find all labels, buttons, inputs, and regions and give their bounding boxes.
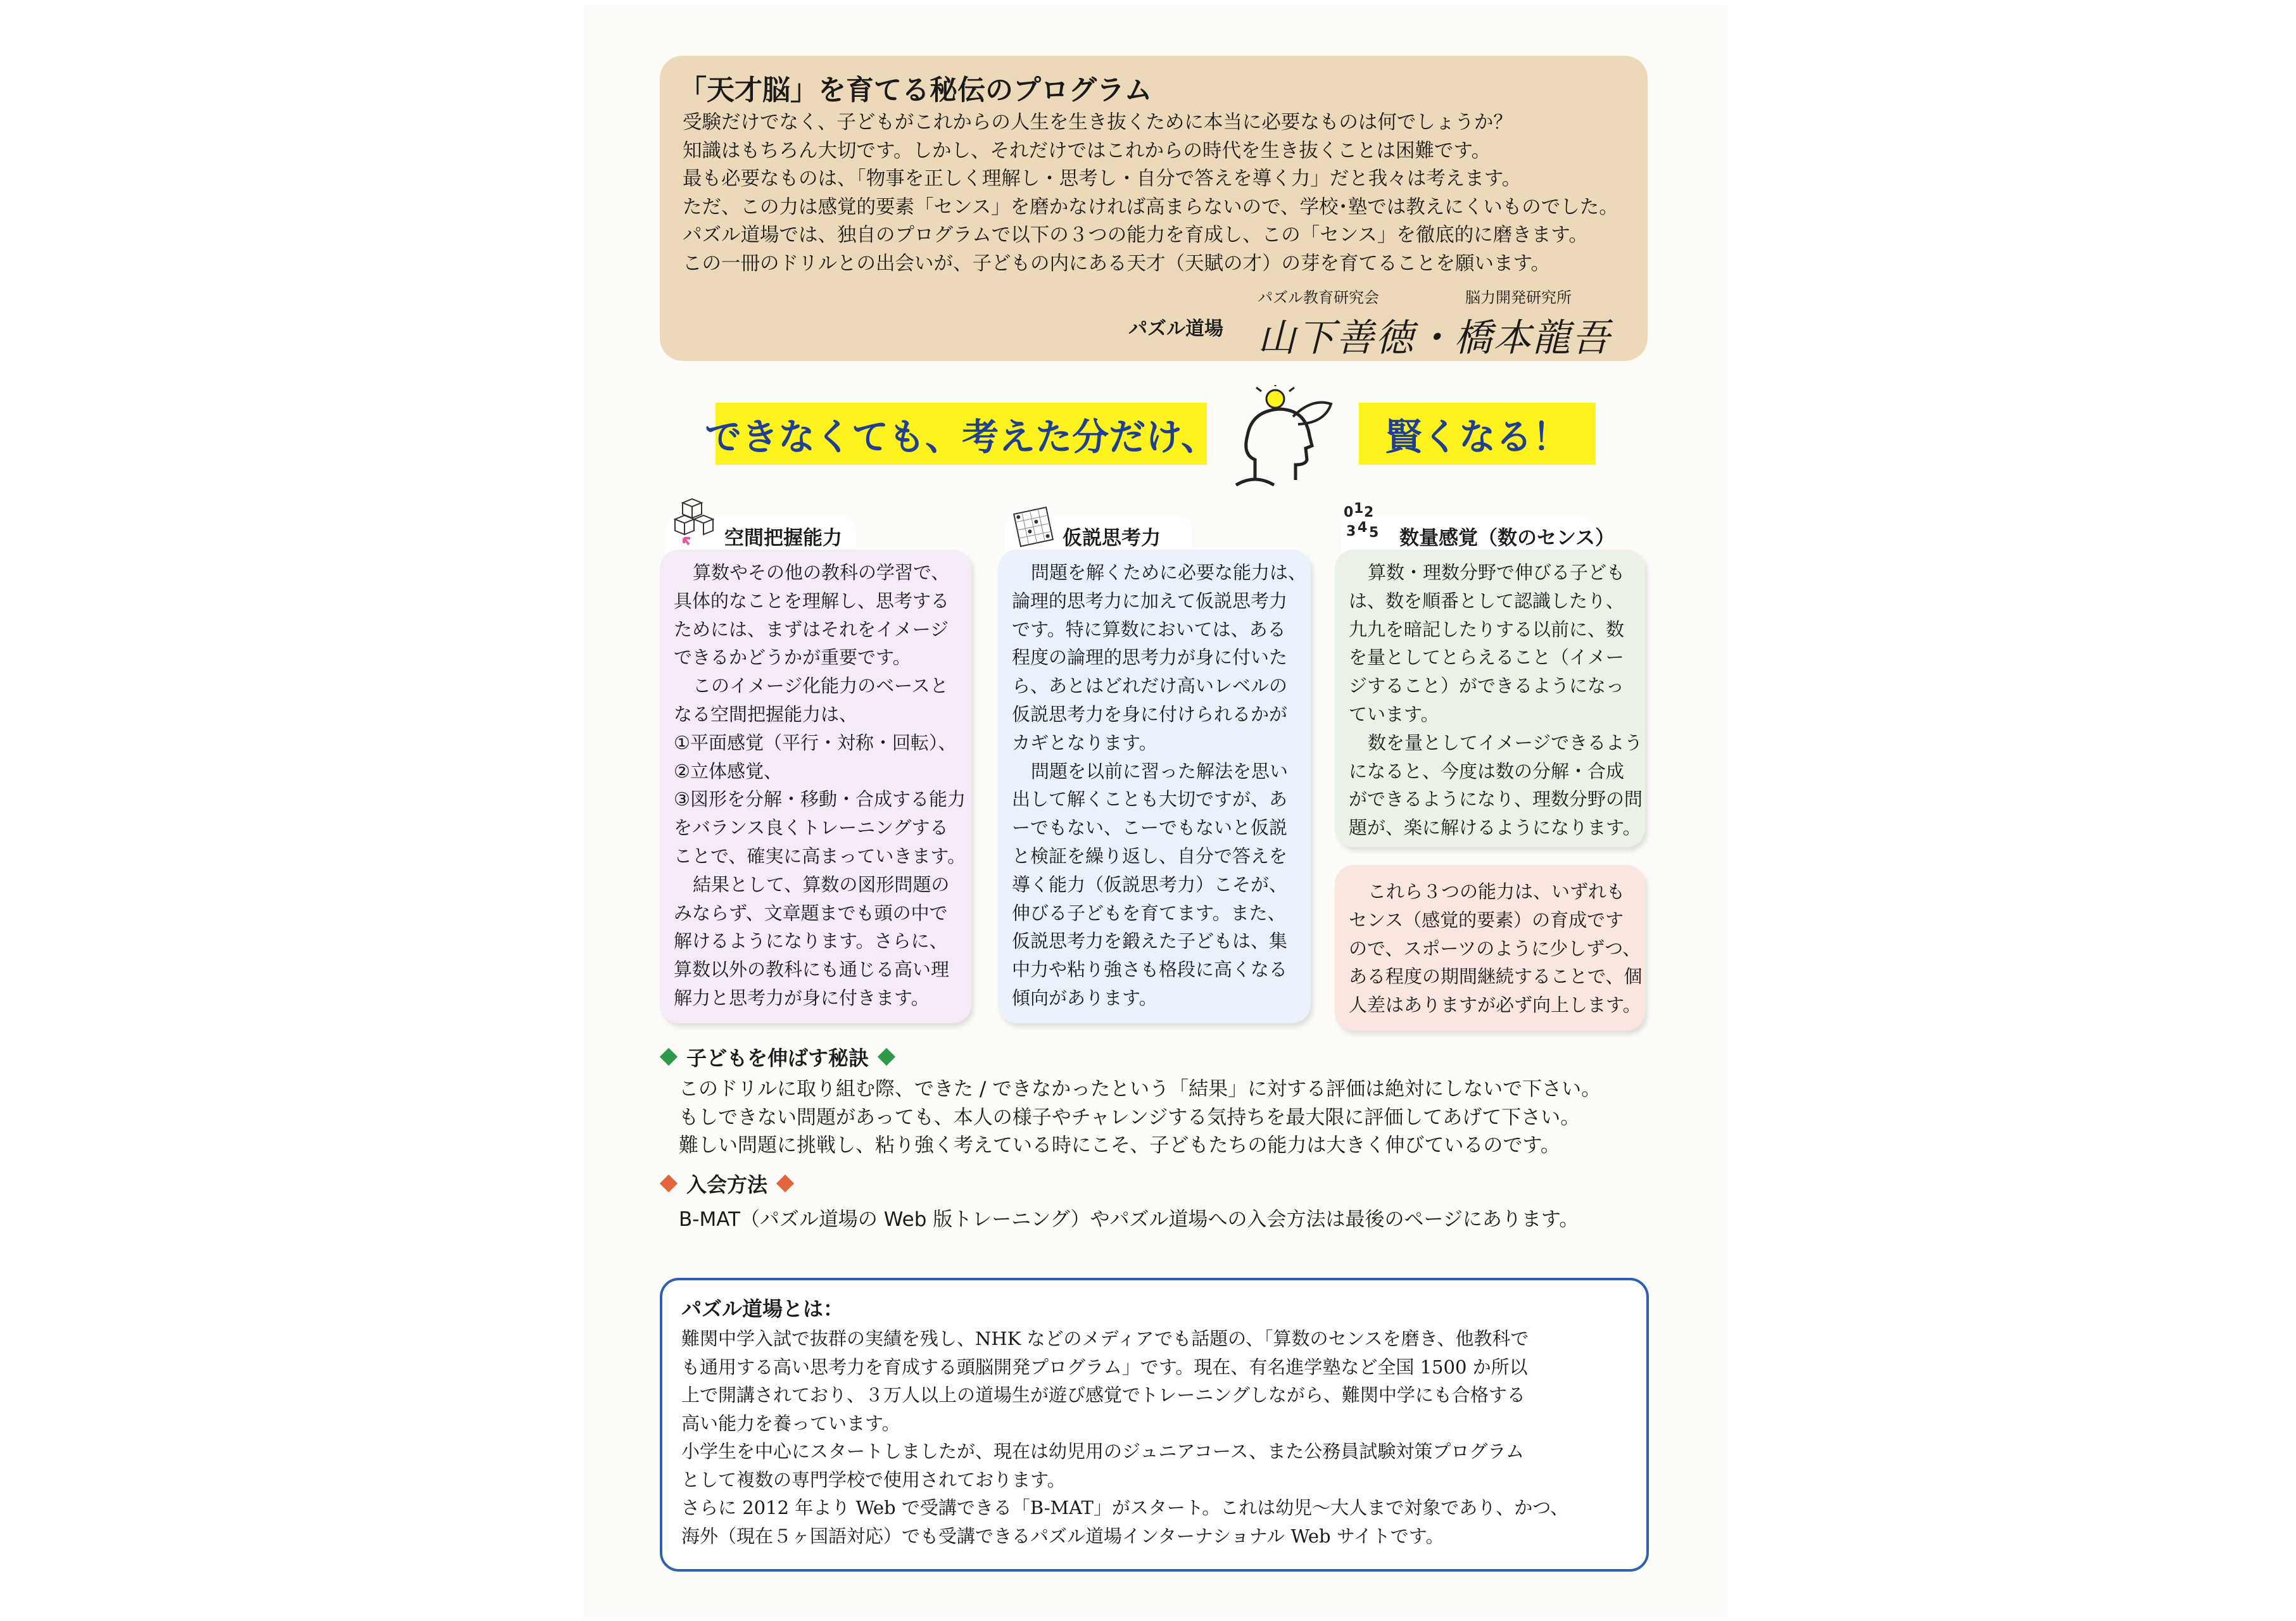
- about-line: 海外（現在５ヶ国語対応）でも受講できるパズル道場インターナショナル Web サイトです。: [681, 1525, 1444, 1547]
- slogan-right-text: 賢くなる！: [1385, 415, 1569, 458]
- body-line: 伸びる子どもを育てます。また、: [1012, 902, 1286, 924]
- body-line: ら、あとはどれだけ高いレベルの: [1012, 675, 1288, 697]
- body-line: と検証を繰り返し、自分で答えを: [1012, 845, 1288, 867]
- tab-number-sense: [1341, 501, 1615, 552]
- body-line: 仮説思考力を身に付けられるかが: [1012, 703, 1288, 725]
- head-lightbulb-icon: [1217, 385, 1350, 486]
- tab-number-sense-label: 数量感覚（数のセンス）: [1399, 527, 1615, 550]
- svg-text:3: 3: [1346, 524, 1356, 539]
- intro-line: パズル道場では、独自のプログラムで以下の３つの能力を育成し、この「センス」を徹底的に磨きます。: [683, 224, 1588, 246]
- signature-org-2: 脳力開発研究所: [1465, 289, 1572, 306]
- note-box: [1335, 865, 1645, 1031]
- intro-body: [683, 109, 1645, 278]
- tab-hypothesis-label: 仮説思考力: [1063, 527, 1161, 550]
- body-line: 算数・理数分野で伸びる子ども: [1368, 562, 1625, 583]
- orange-diamond-icon: [660, 1175, 678, 1192]
- secret-body: [679, 1075, 1601, 1160]
- svg-text:4: 4: [1358, 520, 1368, 536]
- body-line: 問題を以前に習った解法を思い: [1031, 760, 1289, 782]
- green-diamond-icon: [660, 1048, 678, 1066]
- body-line: は、数を順番として認識したり、: [1349, 590, 1625, 612]
- join-line: B-MAT（パズル道場の Web 版トレーニング）やパズル道場への入会方法は最後のページにあります。: [679, 1208, 1579, 1231]
- signature-dojo: パズル道場: [1128, 318, 1223, 340]
- body-line: ができるようになり、理数分野の問: [1349, 788, 1643, 810]
- slogan-right-banner: [1359, 403, 1596, 465]
- secret-heading-text: 子どもを伸ばす秘訣: [686, 1046, 869, 1070]
- intro-line: この一冊のドリルとの出会いが、子どもの内にある天才（天賦の才）の芽を育てることを願います。: [683, 252, 1551, 275]
- numbers-icon: [1341, 501, 1392, 547]
- handwritten-signature: 山下善徳・橋本龍吾: [1258, 316, 1611, 360]
- body-line: 解力と思考力が身に付きます。: [674, 987, 930, 1009]
- body-line: ①平面感覚（平行・対称・回転）、: [674, 731, 957, 754]
- body-line: カギとなります。: [1012, 731, 1157, 754]
- body-line: センス（感覚的要素）の育成です: [1349, 909, 1624, 931]
- secret-line: このドリルに取り組む際、できた / できなかったという「結果」に対する評価は絶対にしないで下さい。: [679, 1078, 1601, 1101]
- body-line: ③図形を分解・移動・合成する能力: [674, 788, 966, 810]
- intro-line: 知識はもちろん大切です。しかし、それだけではこれからの時代を生き抜くことは困難です。: [683, 139, 1491, 162]
- join-body: [679, 1206, 1579, 1234]
- body-line: をバランス良くトレーニングする: [674, 817, 949, 839]
- cubes-icon: [670, 496, 714, 547]
- column-number-sense: [1335, 550, 1645, 847]
- body-line: 問題を解くために必要な能力は、: [1031, 562, 1307, 583]
- body-line: 具体的なことを理解し、思考する: [674, 590, 950, 612]
- secret-line: 難しい問題に挑戦し、粘り強く考えている時にこそ、子どもたちの能力は大きく伸びているのです。: [679, 1134, 1560, 1157]
- column-number-sense-text: [1349, 558, 1643, 842]
- note-text: [1349, 878, 1643, 1019]
- body-line: 算数やその他の教科の学習で、: [693, 562, 950, 583]
- signature-org-1: パズル教育研究会: [1258, 289, 1379, 306]
- body-line: みならず、文章題までも頭の中で: [674, 902, 948, 924]
- body-line: ことで、確実に高まっていきます。: [674, 845, 966, 867]
- about-line: 小学生を中心にスタートしましたが、現在は幼児用のジュニアコース、また公務員試験対策プログラム: [681, 1441, 1525, 1462]
- tab-hypothesis: [1004, 515, 1192, 552]
- body-line: これら３つの能力は、いずれも: [1368, 881, 1625, 902]
- green-diamond-icon: [878, 1048, 895, 1066]
- body-line: ています。: [1349, 703, 1439, 725]
- svg-text:0: 0: [1344, 505, 1354, 520]
- body-line: ためには、まずはそれをイメージ: [674, 618, 949, 640]
- body-line: 結果として、算数の図形問題の: [693, 873, 950, 895]
- orange-diamond-icon: [776, 1175, 794, 1192]
- secret-heading: [662, 1042, 893, 1071]
- body-line: 解けるようになります。さらに、: [674, 930, 948, 952]
- body-line: ある程度の期間継続することで、個: [1349, 966, 1643, 988]
- slogan-left-text: できなくても、考えた分だけ、: [705, 415, 1218, 458]
- body-line: 出して解くことも大切ですが、あ: [1012, 788, 1288, 810]
- body-line: 数を量としてイメージできるよう: [1368, 731, 1643, 754]
- body-line: です。特に算数においては、ある: [1012, 618, 1286, 640]
- about-line: として複数の専門学校で使用されております。: [681, 1468, 1066, 1491]
- body-line: このイメージ化能力のベースと: [693, 675, 949, 697]
- body-line: 程度の論理的思考力が身に付いた: [1012, 647, 1288, 669]
- body-line: 導く能力（仮説思考力）こそが、: [1012, 873, 1288, 895]
- puzzle-grid-icon: [1012, 505, 1055, 548]
- about-line: 難関中学入試で抜群の実績を残し、NHK などのメディアでも話題の、「算数のセンスを磨き、他教科で: [681, 1328, 1529, 1349]
- body-line: 九九を暗記したりする以前に、数: [1349, 618, 1625, 640]
- body-line: ②立体感覚、: [674, 760, 782, 782]
- body-line: ーでもない、こーでもないと仮説: [1012, 817, 1288, 839]
- body-line: 仮説思考力を鍛えた子どもは、集: [1012, 930, 1288, 952]
- body-line: 人差はありますが必ず向上します。: [1349, 994, 1641, 1016]
- about-body: [681, 1325, 1631, 1550]
- column-spatial: [660, 550, 971, 1023]
- join-heading-text: 入会方法: [686, 1173, 768, 1197]
- body-line: なる空間把握能力は、: [674, 703, 858, 725]
- body-line: 論理的思考力に加えて仮説思考力: [1012, 590, 1288, 612]
- about-line: 上で開講されており、３万人以上の道場生が遊び感覚でトレーニングしながら、難関中学にも合格する: [681, 1384, 1525, 1406]
- about-line: も通用する高い思考力を育成する頭脳開発プログラム」です。現在、有名進学塾など全国 1500 か所以: [681, 1356, 1528, 1378]
- column-spatial-text: [674, 558, 965, 1012]
- body-line: 題が、楽に解けるようになります。: [1349, 817, 1641, 839]
- body-line: 傾向があります。: [1012, 987, 1157, 1009]
- intro-line: 最も必要なものは、「物事を正しく理解し・思考し・自分で答えを導く力」だと我々は考えます。: [683, 168, 1522, 190]
- body-line: 中力や粘り強さも格段に高くなる: [1012, 959, 1288, 981]
- secret-line: もしできない問題があっても、本人の様子やチャレンジする気持ちを最大限に評価してあげて下さい。: [679, 1106, 1580, 1129]
- join-heading: [662, 1169, 792, 1198]
- about-line: さらに 2012 年より Web で受講できる「B-MAT」がスタート。これは幼児～大人まで対象であり、かつ、: [681, 1497, 1569, 1518]
- tab-spatial-label: 空間把握能力: [724, 527, 842, 550]
- svg-text:5: 5: [1369, 525, 1379, 541]
- intro-title: 「天才脳」を育てる秘伝のプログラム: [679, 74, 1152, 106]
- svg-text:2: 2: [1364, 505, 1374, 520]
- about-box: [660, 1278, 1649, 1572]
- body-line: になると、今度は数の分解・合成: [1349, 760, 1625, 782]
- body-line: 算数以外の教科にも通じる高い理: [674, 959, 950, 981]
- body-line: ので、スポーツのように少しずつ、: [1349, 937, 1641, 959]
- tab-spatial: [666, 515, 856, 552]
- body-line: ジすること）ができるようになっ: [1349, 675, 1625, 697]
- about-line: 高い能力を養っています。: [681, 1412, 900, 1434]
- body-line: できるかどうかが重要です。: [674, 647, 911, 669]
- intro-box: [660, 56, 1648, 361]
- slogan-left-banner: [705, 403, 1218, 465]
- intro-line: 受験だけでなく、子どもがこれからの人生を生き抜くために本当に必要なものは何でしょうか？: [683, 111, 1513, 134]
- intro-line: ただ、この力は感覚的要素「センス」を磨かなければ高まらないので、学校･塾では教えにくいものでした。: [683, 196, 1618, 218]
- body-line: を量としてとらえること（イメー: [1349, 647, 1624, 669]
- svg-text:1: 1: [1354, 501, 1364, 517]
- about-title: パズル道場とは：: [681, 1297, 844, 1321]
- page: [584, 5, 1727, 1618]
- column-hypothesis-text: [1012, 558, 1307, 1012]
- column-hypothesis: [998, 550, 1311, 1023]
